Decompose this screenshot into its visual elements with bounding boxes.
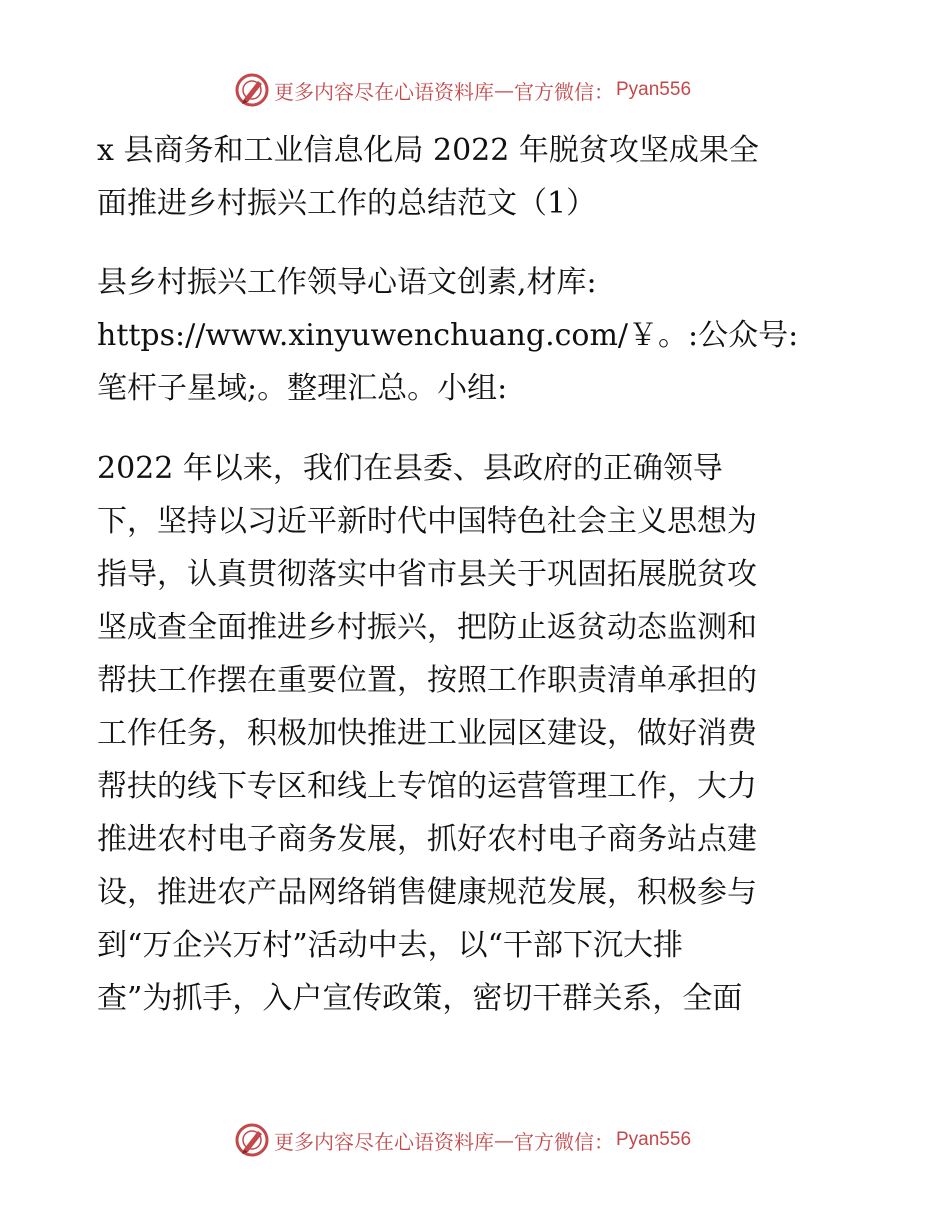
- banner-separator: —: [494, 1128, 514, 1152]
- banner-text: 更多内容尽在心语资料库: [274, 1129, 494, 1154]
- footer-banner: [234, 1120, 691, 1160]
- paragraph-line: 指导，认真贯彻落实中省市县关于巩固拓展脱贫攻: [97, 557, 757, 592]
- title-line: x 县商务和工业信息化局 2022 年脱贫攻坚成果全: [97, 133, 759, 168]
- paragraph-line: 帮扶工作摆在重要位置，按照工作职责清单承担的: [97, 663, 757, 698]
- paragraph-line: 下，坚持以习近平新时代中国特色社会主义思想为: [97, 504, 757, 539]
- pen-logo-icon: [234, 1122, 270, 1158]
- paragraph-line: 查”为抓手，入户宣传政策，密切干群关系，全面: [97, 981, 743, 1016]
- header-banner: [234, 70, 691, 110]
- pen-logo-icon: [234, 72, 270, 108]
- paragraph-line: 到“万企兴万村”活动中去，以“干部下沉大排: [97, 928, 684, 963]
- paragraph-line: 2022 年以来，我们在县委、县政府的正确领导: [97, 451, 723, 486]
- paragraph-line: 帮扶的线下专区和线上专馆的运营管理工作，大力: [97, 769, 757, 804]
- banner-wechat-label: 官方微信：: [514, 79, 614, 104]
- title-line: 面推进乡村振兴工作的总结范文（1）: [97, 186, 597, 221]
- body-paragraph: [97, 442, 857, 1025]
- source-line: 笔杆子星域;。整理汇总。小组:: [97, 371, 508, 406]
- banner-wechat-label: 官方微信：: [514, 1129, 614, 1154]
- banner-text: 更多内容尽在心语资料库: [274, 79, 494, 104]
- banner-separator: —: [494, 78, 514, 102]
- paragraph-line: 推进农村电子商务发展，抓好农村电子商务站点建: [97, 822, 757, 857]
- paragraph-line: 设，推进农产品网络销售健康规范发展，积极参与: [97, 875, 757, 910]
- source-line: https://www.xinyuwenchuang.com/￥。:公众号:: [97, 318, 799, 353]
- paragraph-line: 工作任务，积极加快推进工业园区建设，做好消费: [97, 716, 757, 751]
- banner-wechat-id: Pyan556: [616, 79, 692, 100]
- banner-wechat-id: Pyan556: [616, 1129, 692, 1150]
- paragraph-line: 坚成查全面推进乡村振兴，把防止返贫动态监测和: [97, 610, 757, 645]
- source-line: 县乡村振兴工作领导心语文创素,材库:: [97, 265, 597, 300]
- document-title: [97, 124, 857, 230]
- source-info: [97, 256, 857, 415]
